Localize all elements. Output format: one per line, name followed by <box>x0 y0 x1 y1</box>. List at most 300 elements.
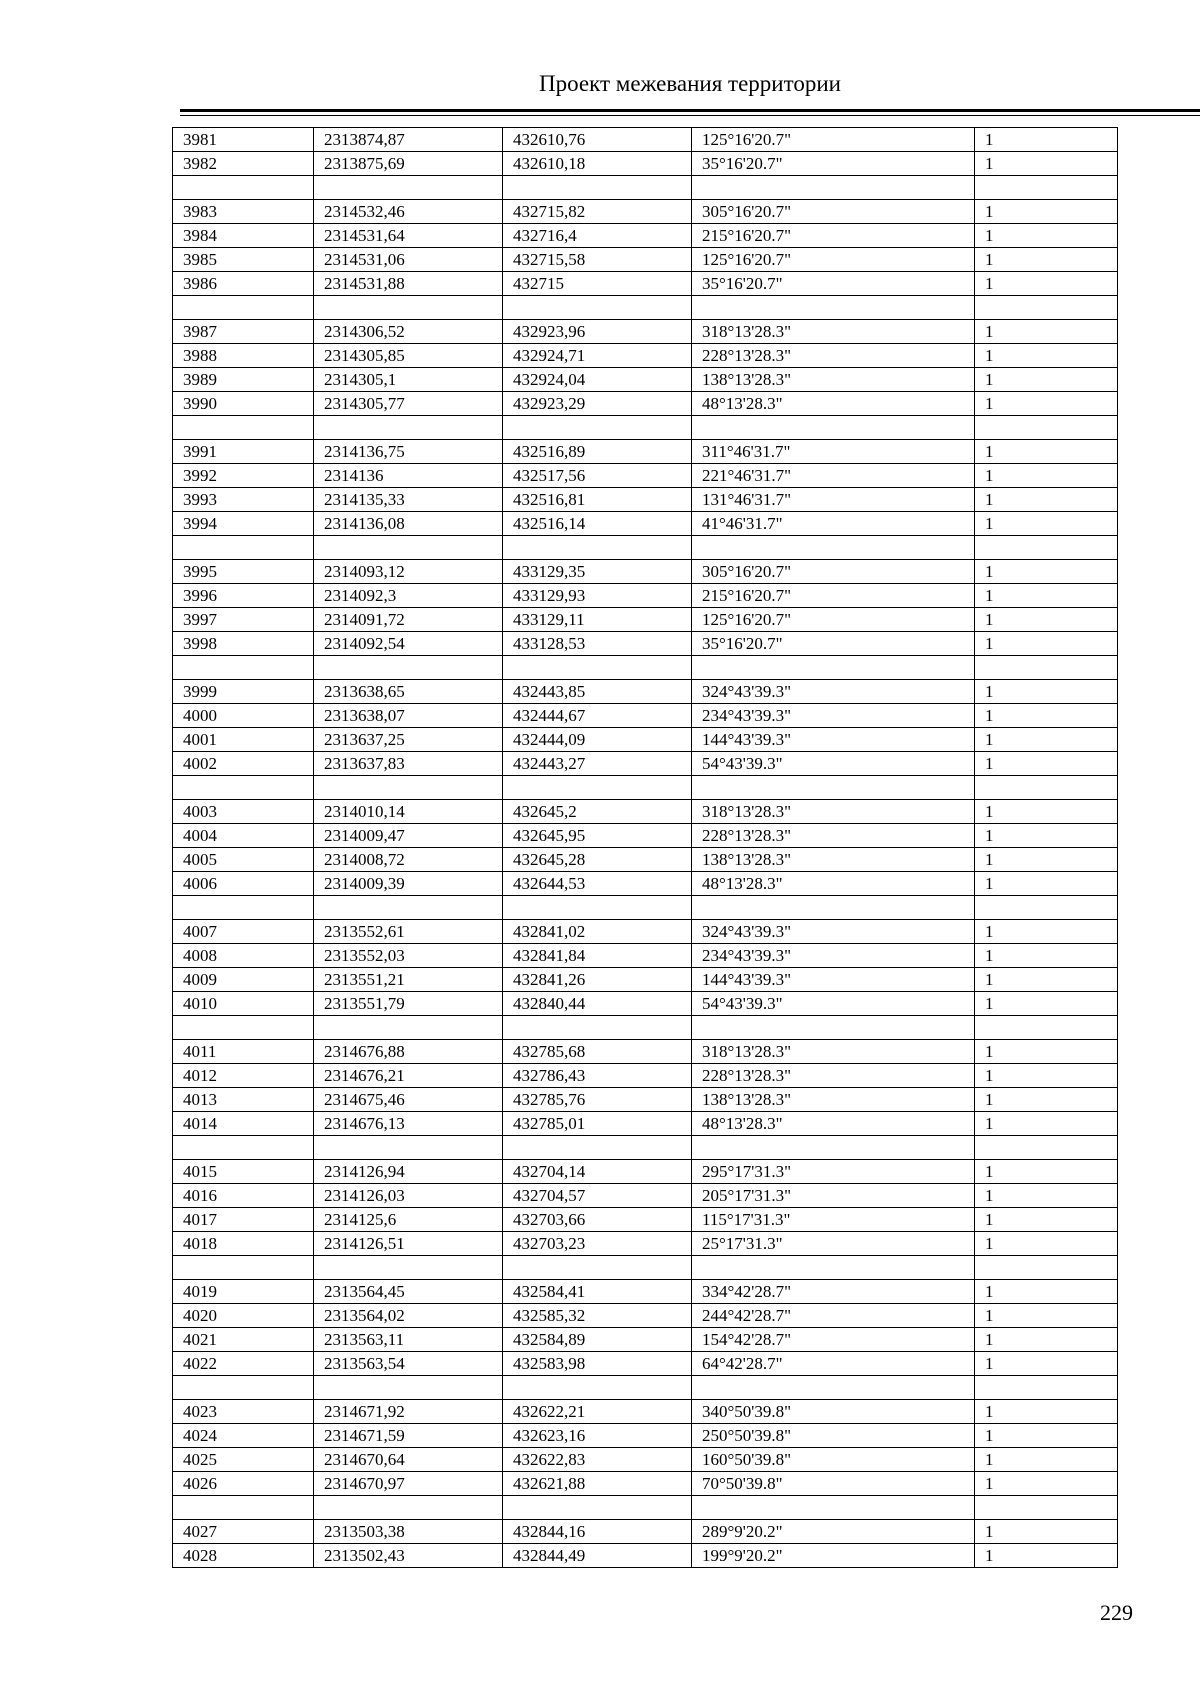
y-coordinate-cell: 432785,76 <box>503 1088 692 1112</box>
value-cell: 1 <box>975 488 1118 512</box>
bearing-cell: 154°42'28.7" <box>692 1328 975 1352</box>
x-coordinate-cell: 2314092,54 <box>314 632 503 656</box>
bearing-cell: 334°42'28.7" <box>692 1280 975 1304</box>
value-cell <box>975 1016 1118 1040</box>
y-coordinate-cell: 432704,57 <box>503 1184 692 1208</box>
point-number-cell: 4011 <box>173 1040 314 1064</box>
value-cell: 1 <box>975 512 1118 536</box>
y-coordinate-cell: 432584,41 <box>503 1280 692 1304</box>
y-coordinate-cell: 432704,14 <box>503 1160 692 1184</box>
x-coordinate-cell: 2314126,03 <box>314 1184 503 1208</box>
table-row <box>173 464 1118 488</box>
bearing-cell <box>692 176 975 200</box>
value-cell: 1 <box>975 824 1118 848</box>
value-cell: 1 <box>975 1112 1118 1136</box>
value-cell: 1 <box>975 368 1118 392</box>
value-cell <box>975 1376 1118 1400</box>
table-row <box>173 1520 1118 1544</box>
x-coordinate-cell: 2314136,08 <box>314 512 503 536</box>
value-cell <box>975 776 1118 800</box>
bearing-cell: 199°9'20.2" <box>692 1544 975 1568</box>
bearing-cell: 160°50'39.8" <box>692 1448 975 1472</box>
y-coordinate-cell: 432443,85 <box>503 680 692 704</box>
value-cell: 1 <box>975 1448 1118 1472</box>
value-cell: 1 <box>975 632 1118 656</box>
table-spacer-row <box>173 896 1118 920</box>
x-coordinate-cell: 2314676,88 <box>314 1040 503 1064</box>
table-row <box>173 1184 1118 1208</box>
point-number-cell: 4007 <box>173 920 314 944</box>
bearing-cell: 205°17'31.3" <box>692 1184 975 1208</box>
point-number-cell: 4025 <box>173 1448 314 1472</box>
point-number-cell: 4012 <box>173 1064 314 1088</box>
value-cell: 1 <box>975 392 1118 416</box>
bearing-cell: 250°50'39.8" <box>692 1424 975 1448</box>
value-cell: 1 <box>975 272 1118 296</box>
value-cell <box>975 896 1118 920</box>
value-cell: 1 <box>975 968 1118 992</box>
y-coordinate-cell: 432703,23 <box>503 1232 692 1256</box>
bearing-cell: 144°43'39.3" <box>692 968 975 992</box>
bearing-cell: 125°16'20.7" <box>692 608 975 632</box>
point-number-cell: 3983 <box>173 200 314 224</box>
bearing-cell: 54°43'39.3" <box>692 752 975 776</box>
value-cell: 1 <box>975 200 1118 224</box>
coordinates-table <box>172 127 1118 1568</box>
bearing-cell <box>692 1496 975 1520</box>
value-cell <box>975 1136 1118 1160</box>
value-cell: 1 <box>975 1280 1118 1304</box>
value-cell: 1 <box>975 584 1118 608</box>
y-coordinate-cell: 432444,67 <box>503 704 692 728</box>
x-coordinate-cell: 2314531,64 <box>314 224 503 248</box>
point-number-cell: 3982 <box>173 152 314 176</box>
value-cell: 1 <box>975 1520 1118 1544</box>
table-row <box>173 608 1118 632</box>
x-coordinate-cell: 2314009,47 <box>314 824 503 848</box>
y-coordinate-cell: 432840,44 <box>503 992 692 1016</box>
y-coordinate-cell: 432610,76 <box>503 128 692 152</box>
y-coordinate-cell: 432622,21 <box>503 1400 692 1424</box>
point-number-cell <box>173 776 314 800</box>
point-number-cell <box>173 1256 314 1280</box>
y-coordinate-cell: 432844,16 <box>503 1520 692 1544</box>
bearing-cell: 324°43'39.3" <box>692 680 975 704</box>
value-cell: 1 <box>975 1472 1118 1496</box>
point-number-cell: 3996 <box>173 584 314 608</box>
bearing-cell: 138°13'28.3" <box>692 368 975 392</box>
point-number-cell: 3985 <box>173 248 314 272</box>
bearing-cell <box>692 416 975 440</box>
table-row <box>173 560 1118 584</box>
point-number-cell: 3989 <box>173 368 314 392</box>
x-coordinate-cell: 2314305,85 <box>314 344 503 368</box>
table-row <box>173 920 1118 944</box>
x-coordinate-cell: 2313637,83 <box>314 752 503 776</box>
point-number-cell: 4024 <box>173 1424 314 1448</box>
bearing-cell: 318°13'28.3" <box>692 320 975 344</box>
point-number-cell: 3986 <box>173 272 314 296</box>
value-cell: 1 <box>975 224 1118 248</box>
table-row <box>173 1352 1118 1376</box>
x-coordinate-cell: 2314306,52 <box>314 320 503 344</box>
table-row <box>173 488 1118 512</box>
bearing-cell <box>692 1376 975 1400</box>
bearing-cell: 234°43'39.3" <box>692 704 975 728</box>
y-coordinate-cell: 432924,71 <box>503 344 692 368</box>
x-coordinate-cell: 2314091,72 <box>314 608 503 632</box>
y-coordinate-cell <box>503 776 692 800</box>
header-rule-thick <box>180 109 1200 112</box>
value-cell: 1 <box>975 1304 1118 1328</box>
value-cell: 1 <box>975 872 1118 896</box>
point-number-cell: 4005 <box>173 848 314 872</box>
x-coordinate-cell: 2314671,59 <box>314 1424 503 1448</box>
point-number-cell <box>173 656 314 680</box>
bearing-cell: 35°16'20.7" <box>692 272 975 296</box>
x-coordinate-cell: 2313563,11 <box>314 1328 503 1352</box>
value-cell <box>975 416 1118 440</box>
table-row <box>173 368 1118 392</box>
y-coordinate-cell: 432715,58 <box>503 248 692 272</box>
table-spacer-row <box>173 1136 1118 1160</box>
point-number-cell: 4016 <box>173 1184 314 1208</box>
bearing-cell: 340°50'39.8" <box>692 1400 975 1424</box>
y-coordinate-cell: 433129,93 <box>503 584 692 608</box>
x-coordinate-cell: 2314135,33 <box>314 488 503 512</box>
bearing-cell: 234°43'39.3" <box>692 944 975 968</box>
x-coordinate-cell: 2314531,06 <box>314 248 503 272</box>
bearing-cell: 228°13'28.3" <box>692 824 975 848</box>
value-cell <box>975 1256 1118 1280</box>
table-spacer-row <box>173 1256 1118 1280</box>
y-coordinate-cell: 432841,84 <box>503 944 692 968</box>
value-cell: 1 <box>975 728 1118 752</box>
table-spacer-row <box>173 656 1118 680</box>
bearing-cell: 221°46'31.7" <box>692 464 975 488</box>
table-row <box>173 512 1118 536</box>
value-cell: 1 <box>975 1184 1118 1208</box>
y-coordinate-cell: 432923,29 <box>503 392 692 416</box>
table-row <box>173 944 1118 968</box>
y-coordinate-cell: 432923,96 <box>503 320 692 344</box>
value-cell: 1 <box>975 320 1118 344</box>
y-coordinate-cell <box>503 1136 692 1160</box>
bearing-cell <box>692 536 975 560</box>
y-coordinate-cell: 432584,89 <box>503 1328 692 1352</box>
value-cell: 1 <box>975 944 1118 968</box>
table-row <box>173 1448 1118 1472</box>
x-coordinate-cell: 2313638,65 <box>314 680 503 704</box>
value-cell: 1 <box>975 1544 1118 1568</box>
bearing-cell: 228°13'28.3" <box>692 1064 975 1088</box>
bearing-cell: 215°16'20.7" <box>692 224 975 248</box>
bearing-cell <box>692 1256 975 1280</box>
table-spacer-row <box>173 416 1118 440</box>
y-coordinate-cell: 432516,14 <box>503 512 692 536</box>
value-cell: 1 <box>975 800 1118 824</box>
value-cell: 1 <box>975 992 1118 1016</box>
x-coordinate-cell <box>314 776 503 800</box>
table-row <box>173 728 1118 752</box>
value-cell: 1 <box>975 680 1118 704</box>
point-number-cell: 4019 <box>173 1280 314 1304</box>
bearing-cell: 25°17'31.3" <box>692 1232 975 1256</box>
point-number-cell <box>173 536 314 560</box>
bearing-cell: 115°17'31.3" <box>692 1208 975 1232</box>
bearing-cell: 35°16'20.7" <box>692 632 975 656</box>
x-coordinate-cell: 2314671,92 <box>314 1400 503 1424</box>
x-coordinate-cell: 2314670,64 <box>314 1448 503 1472</box>
table-spacer-row <box>173 176 1118 200</box>
y-coordinate-cell <box>503 536 692 560</box>
y-coordinate-cell: 432844,49 <box>503 1544 692 1568</box>
point-number-cell: 3988 <box>173 344 314 368</box>
y-coordinate-cell: 432785,68 <box>503 1040 692 1064</box>
y-coordinate-cell: 432716,4 <box>503 224 692 248</box>
y-coordinate-cell: 432841,02 <box>503 920 692 944</box>
bearing-cell: 289°9'20.2" <box>692 1520 975 1544</box>
value-cell: 1 <box>975 848 1118 872</box>
x-coordinate-cell: 2313552,61 <box>314 920 503 944</box>
value-cell: 1 <box>975 1040 1118 1064</box>
value-cell: 1 <box>975 920 1118 944</box>
bearing-cell: 305°16'20.7" <box>692 200 975 224</box>
table-row <box>173 704 1118 728</box>
y-coordinate-cell <box>503 1376 692 1400</box>
bearing-cell: 244°42'28.7" <box>692 1304 975 1328</box>
point-number-cell: 3994 <box>173 512 314 536</box>
y-coordinate-cell <box>503 1496 692 1520</box>
table-row <box>173 992 1118 1016</box>
x-coordinate-cell: 2314093,12 <box>314 560 503 584</box>
point-number-cell: 4026 <box>173 1472 314 1496</box>
y-coordinate-cell <box>503 1256 692 1280</box>
point-number-cell <box>173 176 314 200</box>
point-number-cell: 4014 <box>173 1112 314 1136</box>
x-coordinate-cell <box>314 1016 503 1040</box>
table-row <box>173 1112 1118 1136</box>
table-row <box>173 1400 1118 1424</box>
point-number-cell: 3997 <box>173 608 314 632</box>
table-row <box>173 320 1118 344</box>
point-number-cell: 3998 <box>173 632 314 656</box>
bearing-cell: 48°13'28.3" <box>692 392 975 416</box>
x-coordinate-cell: 2314676,13 <box>314 1112 503 1136</box>
x-coordinate-cell: 2314008,72 <box>314 848 503 872</box>
point-number-cell: 4009 <box>173 968 314 992</box>
value-cell: 1 <box>975 608 1118 632</box>
bearing-cell <box>692 296 975 320</box>
bearing-cell <box>692 1016 975 1040</box>
bearing-cell: 70°50'39.8" <box>692 1472 975 1496</box>
y-coordinate-cell: 432517,56 <box>503 464 692 488</box>
bearing-cell: 324°43'39.3" <box>692 920 975 944</box>
bearing-cell: 35°16'20.7" <box>692 152 975 176</box>
y-coordinate-cell: 432585,32 <box>503 1304 692 1328</box>
x-coordinate-cell: 2314305,1 <box>314 368 503 392</box>
point-number-cell <box>173 1496 314 1520</box>
x-coordinate-cell: 2314136 <box>314 464 503 488</box>
y-coordinate-cell: 432924,04 <box>503 368 692 392</box>
table-row <box>173 440 1118 464</box>
y-coordinate-cell: 433129,11 <box>503 608 692 632</box>
table-row <box>173 1232 1118 1256</box>
y-coordinate-cell: 432583,98 <box>503 1352 692 1376</box>
coordinates-table-body <box>173 128 1118 1568</box>
y-coordinate-cell: 432516,81 <box>503 488 692 512</box>
value-cell: 1 <box>975 1400 1118 1424</box>
bearing-cell: 131°46'31.7" <box>692 488 975 512</box>
y-coordinate-cell: 432645,28 <box>503 848 692 872</box>
y-coordinate-cell: 432715,82 <box>503 200 692 224</box>
table-row <box>173 1304 1118 1328</box>
x-coordinate-cell: 2314092,3 <box>314 584 503 608</box>
bearing-cell: 48°13'28.3" <box>692 1112 975 1136</box>
y-coordinate-cell <box>503 296 692 320</box>
point-number-cell: 4020 <box>173 1304 314 1328</box>
x-coordinate-cell: 2313551,79 <box>314 992 503 1016</box>
y-coordinate-cell: 432444,09 <box>503 728 692 752</box>
y-coordinate-cell: 433129,35 <box>503 560 692 584</box>
value-cell: 1 <box>975 440 1118 464</box>
y-coordinate-cell <box>503 1016 692 1040</box>
y-coordinate-cell: 432621,88 <box>503 1472 692 1496</box>
x-coordinate-cell: 2313502,43 <box>314 1544 503 1568</box>
table-spacer-row <box>173 536 1118 560</box>
x-coordinate-cell <box>314 1376 503 1400</box>
value-cell: 1 <box>975 344 1118 368</box>
point-number-cell: 3992 <box>173 464 314 488</box>
table-row <box>173 1472 1118 1496</box>
bearing-cell: 144°43'39.3" <box>692 728 975 752</box>
table-row <box>173 152 1118 176</box>
value-cell: 1 <box>975 704 1118 728</box>
bearing-cell: 138°13'28.3" <box>692 848 975 872</box>
x-coordinate-cell <box>314 1496 503 1520</box>
x-coordinate-cell: 2314670,97 <box>314 1472 503 1496</box>
table-row <box>173 1160 1118 1184</box>
x-coordinate-cell: 2314126,94 <box>314 1160 503 1184</box>
bearing-cell: 215°16'20.7" <box>692 584 975 608</box>
x-coordinate-cell: 2314136,75 <box>314 440 503 464</box>
bearing-cell: 125°16'20.7" <box>692 248 975 272</box>
value-cell: 1 <box>975 1424 1118 1448</box>
y-coordinate-cell: 432516,89 <box>503 440 692 464</box>
y-coordinate-cell: 432786,43 <box>503 1064 692 1088</box>
bearing-cell <box>692 656 975 680</box>
value-cell: 1 <box>975 752 1118 776</box>
bearing-cell <box>692 1136 975 1160</box>
point-number-cell: 3987 <box>173 320 314 344</box>
value-cell <box>975 176 1118 200</box>
value-cell: 1 <box>975 128 1118 152</box>
point-number-cell: 4017 <box>173 1208 314 1232</box>
y-coordinate-cell: 432841,26 <box>503 968 692 992</box>
table-row <box>173 1544 1118 1568</box>
x-coordinate-cell <box>314 656 503 680</box>
value-cell <box>975 536 1118 560</box>
point-number-cell <box>173 1016 314 1040</box>
value-cell: 1 <box>975 560 1118 584</box>
point-number-cell <box>173 416 314 440</box>
table-row <box>173 1208 1118 1232</box>
point-number-cell: 4002 <box>173 752 314 776</box>
x-coordinate-cell <box>314 296 503 320</box>
x-coordinate-cell: 2314305,77 <box>314 392 503 416</box>
table-row <box>173 800 1118 824</box>
table-row <box>173 248 1118 272</box>
table-row <box>173 848 1118 872</box>
table-row <box>173 872 1118 896</box>
bearing-cell <box>692 776 975 800</box>
value-cell: 1 <box>975 464 1118 488</box>
page-header-title: Проект межевания территории <box>539 71 841 96</box>
point-number-cell: 4018 <box>173 1232 314 1256</box>
bearing-cell: 138°13'28.3" <box>692 1088 975 1112</box>
y-coordinate-cell: 432645,2 <box>503 800 692 824</box>
x-coordinate-cell: 2314125,6 <box>314 1208 503 1232</box>
x-coordinate-cell: 2314126,51 <box>314 1232 503 1256</box>
point-number-cell: 4008 <box>173 944 314 968</box>
x-coordinate-cell: 2313875,69 <box>314 152 503 176</box>
y-coordinate-cell <box>503 176 692 200</box>
point-number-cell: 3999 <box>173 680 314 704</box>
point-number-cell: 4000 <box>173 704 314 728</box>
point-number-cell <box>173 1376 314 1400</box>
table-spacer-row <box>173 296 1118 320</box>
y-coordinate-cell <box>503 896 692 920</box>
point-number-cell: 4022 <box>173 1352 314 1376</box>
point-number-cell: 4004 <box>173 824 314 848</box>
table-row <box>173 344 1118 368</box>
table-row <box>173 584 1118 608</box>
point-number-cell <box>173 296 314 320</box>
x-coordinate-cell: 2313563,54 <box>314 1352 503 1376</box>
point-number-cell: 3995 <box>173 560 314 584</box>
table-spacer-row <box>173 1376 1118 1400</box>
x-coordinate-cell: 2314676,21 <box>314 1064 503 1088</box>
x-coordinate-cell: 2313503,38 <box>314 1520 503 1544</box>
bearing-cell: 311°46'31.7" <box>692 440 975 464</box>
y-coordinate-cell: 432443,27 <box>503 752 692 776</box>
value-cell <box>975 656 1118 680</box>
table-row <box>173 824 1118 848</box>
value-cell: 1 <box>975 1088 1118 1112</box>
table-row <box>173 752 1118 776</box>
x-coordinate-cell <box>314 1256 503 1280</box>
y-coordinate-cell: 432644,53 <box>503 872 692 896</box>
bearing-cell: 64°42'28.7" <box>692 1352 975 1376</box>
y-coordinate-cell: 432715 <box>503 272 692 296</box>
point-number-cell: 3990 <box>173 392 314 416</box>
table-spacer-row <box>173 1496 1118 1520</box>
y-coordinate-cell: 432622,83 <box>503 1448 692 1472</box>
bearing-cell: 228°13'28.3" <box>692 344 975 368</box>
x-coordinate-cell: 2313874,87 <box>314 128 503 152</box>
point-number-cell: 3993 <box>173 488 314 512</box>
point-number-cell: 4027 <box>173 1520 314 1544</box>
value-cell: 1 <box>975 248 1118 272</box>
value-cell: 1 <box>975 1208 1118 1232</box>
value-cell <box>975 296 1118 320</box>
x-coordinate-cell <box>314 1136 503 1160</box>
point-number-cell: 4028 <box>173 1544 314 1568</box>
bearing-cell: 318°13'28.3" <box>692 800 975 824</box>
y-coordinate-cell <box>503 416 692 440</box>
point-number-cell: 4003 <box>173 800 314 824</box>
table-row <box>173 224 1118 248</box>
